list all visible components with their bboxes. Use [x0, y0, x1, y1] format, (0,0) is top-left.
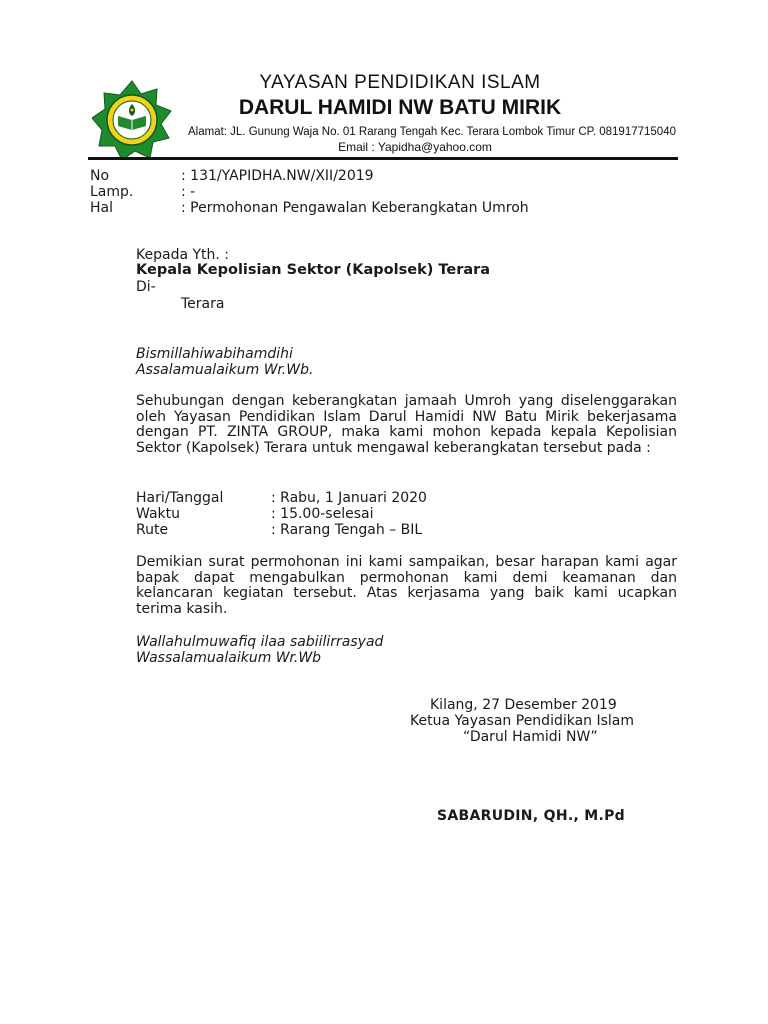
recipient-di: Di- [136, 279, 156, 295]
org-title: YAYASAN PENDIDIKAN ISLAM [259, 72, 541, 93]
signature-place-date: Kilang, 27 Desember 2019 [430, 697, 617, 713]
logo-dot [131, 109, 134, 112]
opening-basmalah: Bismillahiwabihamdihi [136, 346, 293, 362]
opening-salam: Assalamualaikum Wr.Wb. [136, 362, 314, 378]
signature-title-2: “Darul Hamidi NW” [463, 729, 598, 745]
org-address: Alamat: JL. Gunung Waja No. 01 Rarang Tengah Kec. Terara Lombok Timur CP. 081917715040 [188, 126, 676, 138]
meta-hal-value: : Permohonan Pengawalan Keberangkatan Umroh [181, 200, 529, 216]
meta-hal-label: Hal [90, 200, 113, 216]
signatory-name: SABARUDIN, QH., M.Pd [437, 808, 625, 824]
signature-title-1: Ketua Yayasan Pendidikan Islam [410, 713, 635, 729]
detail-route-label: Rute [136, 522, 169, 538]
recipient-place: Terara [181, 296, 225, 312]
meta-no-label: No [90, 168, 110, 184]
header-divider [88, 157, 678, 160]
recipient-name: Kepala Kepolisian Sektor (Kapolsek) Terara [136, 262, 491, 278]
org-email: Email : Yapidha@yahoo.com [338, 140, 492, 154]
detail-time-label: Waktu [136, 506, 180, 522]
closing-line-2: Wassalamualaikum Wr.Wb [136, 650, 322, 666]
detail-date-value: : Rabu, 1 Januari 2020 [271, 490, 427, 506]
meta-no-value: : 131/YAPIDHA.NW/XII/2019 [181, 168, 374, 184]
recipient-greeting: Kepada Yth. : [136, 247, 230, 263]
detail-date-label: Hari/Tanggal [136, 490, 224, 506]
meta-lamp-value: : - [181, 184, 196, 200]
org-name: DARUL HAMIDI NW BATU MIRIK [238, 96, 562, 119]
body-paragraph-closing: Demikian surat permohonan ini kami sampaikan, besar harapan kami agar bapak dapat mengabulkan permohonan kami demi keamanan dan kelancaran kegiatan tersebut. Atas kerjasama yang baik kami ucapkan terima kasih. [136, 554, 677, 617]
body-paragraph-intro: Sehubungan dengan keberangkatan jamaah Umroh yang diselenggarakan oleh Yayasan Pendidikan Islam Darul Hamidi NW Batu Mirik bekerjasama dengan PT. ZINTA GROUP, maka kami mohon kepada kepala Kepolisian Sektor (Kapolsek) Terara untuk mengawal keberangkatan tersebut pada : [136, 393, 677, 456]
detail-route-value: : Rarang Tengah – BIL [271, 522, 423, 538]
closing-line-1: Wallahulmuwafiq ilaa sabiilirrasyad [136, 634, 384, 650]
foundation-logo [92, 80, 172, 160]
meta-lamp-label: Lamp. [90, 184, 134, 200]
detail-time-value: : 15.00-selesai [271, 506, 374, 522]
